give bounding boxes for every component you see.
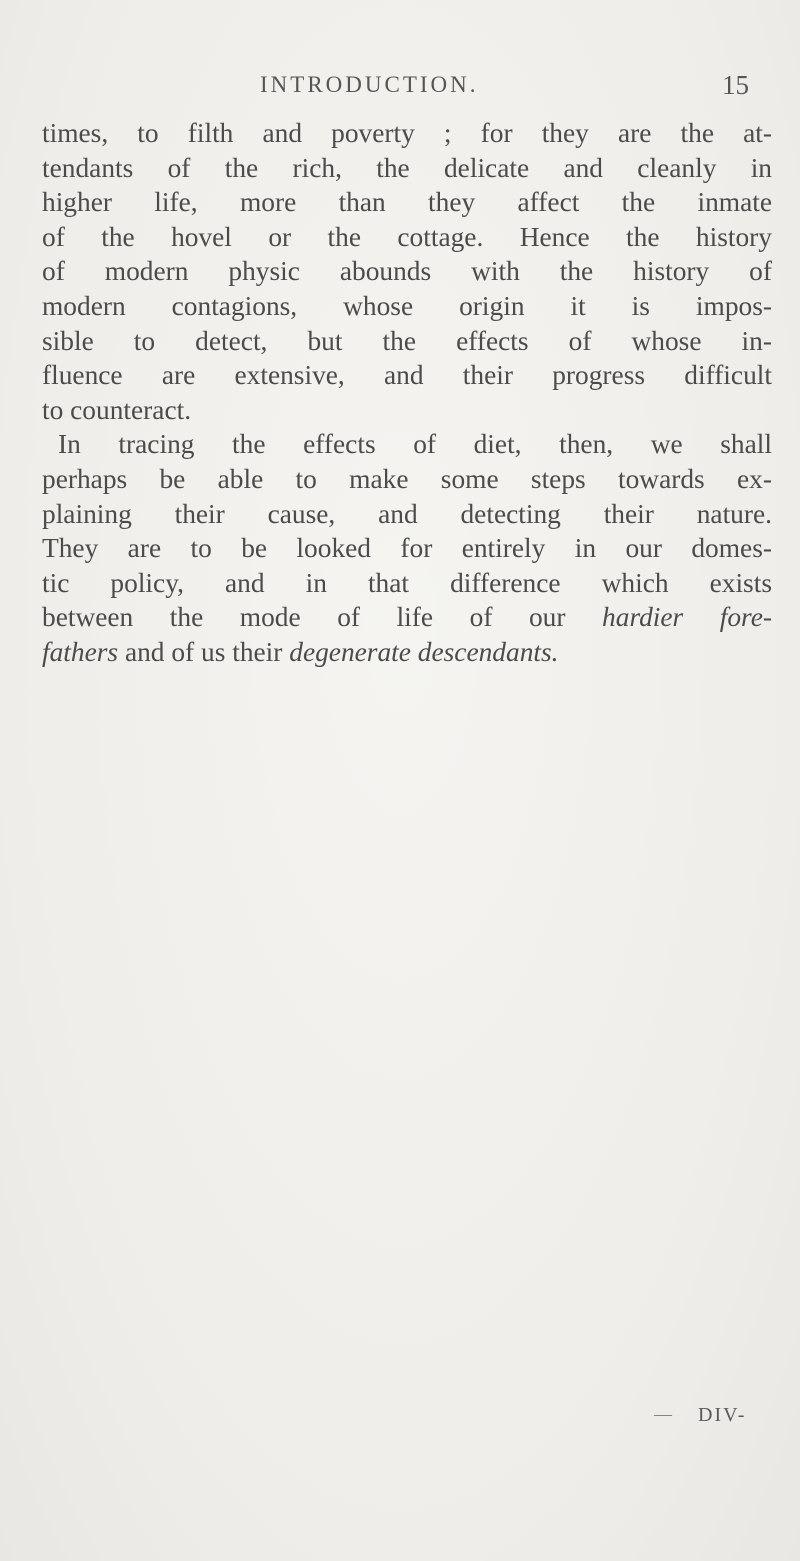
page-header bbox=[0, 72, 800, 112]
text-line: sible to detect, but the effects of whose in- bbox=[42, 325, 772, 356]
catchword: DIV- bbox=[698, 1404, 747, 1426]
text-run: and of us their bbox=[118, 636, 290, 667]
text-line: times, to filth and poverty ; for they are the at- bbox=[42, 118, 772, 148]
text-line: fluence are extensive, and their progress difficult bbox=[42, 360, 772, 391]
text-line: higher life, more than they affect the inmate bbox=[42, 187, 772, 218]
running-head: INTRODUCTION. bbox=[260, 72, 479, 97]
text-run: between the mode of life of our bbox=[42, 602, 566, 633]
italic-phrase: hardier fore- bbox=[602, 602, 772, 633]
text-line: perhaps be able to make some steps towards ex- bbox=[42, 463, 772, 494]
text-line: tendants of the rich, the delicate and cleanly in bbox=[42, 152, 772, 183]
italic-phrase: fathers bbox=[42, 636, 119, 667]
text-line: of modern physic abounds with the history of bbox=[42, 256, 772, 287]
text-line: of the hovel or the cottage. Hence the history bbox=[42, 221, 772, 252]
text-line: to counteract. bbox=[42, 394, 192, 425]
text-line: They are to be looked for entirely in our domes- bbox=[42, 533, 772, 564]
italic-phrase: degenerate descendants. bbox=[289, 636, 559, 667]
page-number: 15 bbox=[722, 70, 749, 100]
text-line: modern contagions, whose origin it is impos- bbox=[42, 290, 772, 321]
text-line: tic policy, and in that difference which exists bbox=[42, 567, 772, 598]
catchword-dash: — bbox=[654, 1404, 672, 1424]
text-line-with-italic bbox=[42, 635, 772, 670]
text-line: In tracing the effects of diet, then, we shall bbox=[58, 429, 772, 460]
text-line-with-italic bbox=[42, 600, 772, 635]
body-text bbox=[42, 116, 772, 670]
text-line: plaining their cause, and detecting their nature. bbox=[42, 498, 772, 529]
